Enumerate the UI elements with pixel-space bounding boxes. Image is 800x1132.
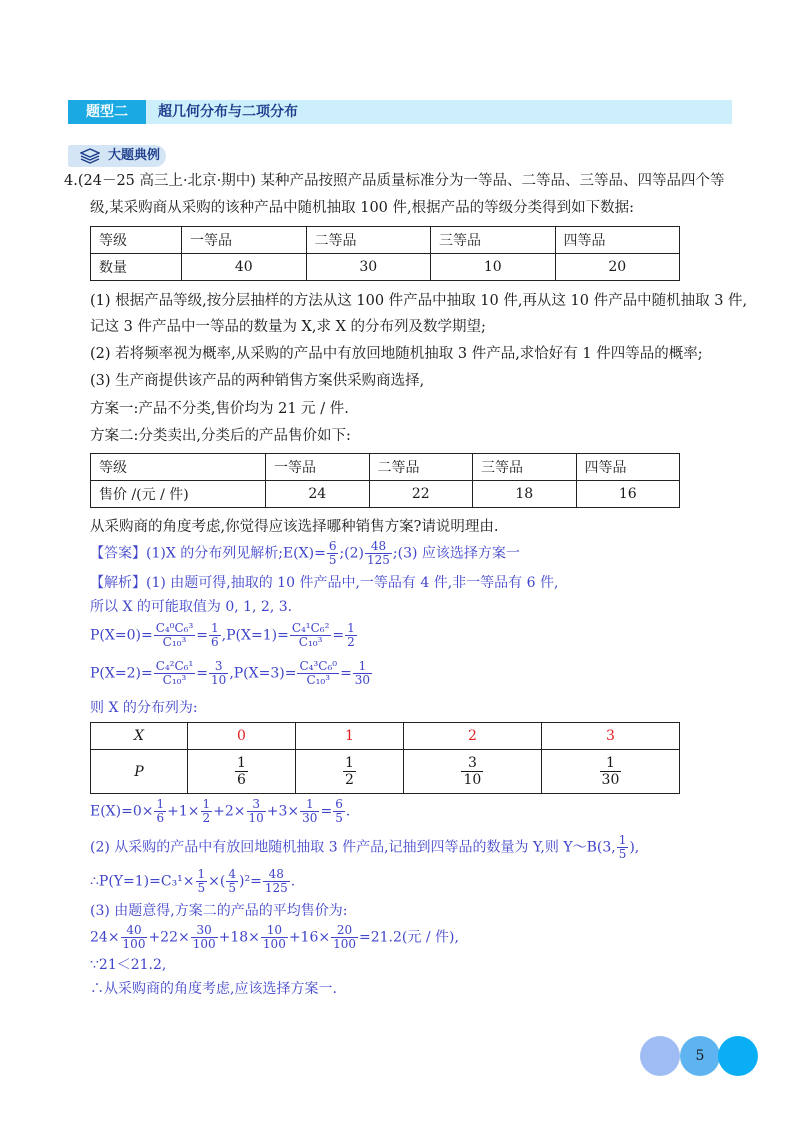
table-cell: 二等品 xyxy=(369,454,473,481)
analysis-line-2: 所以 X 的可能取值为 0, 1, 2, 3. xyxy=(90,599,293,615)
q2-analysis-line: (2) 从采购的产品中有放回地随机抽取 3 件产品,记抽到四等品的数量为 Y,则 Y～B(3, $\frac{1}{5}$ ), xyxy=(90,833,640,861)
plan-1: 方案一:产品不分类,售价均为 21 元 / 件. xyxy=(90,401,349,417)
conclusion-line: ∴从采购商的角度考虑,应该选择方案一. xyxy=(90,981,337,997)
section-tag: 题型二 xyxy=(68,100,146,124)
table-cell: X xyxy=(91,723,188,750)
because-line: ∵21＜21.2, xyxy=(90,957,167,973)
table-row xyxy=(91,723,680,750)
table-cell: 三等品 xyxy=(473,454,577,481)
problem-line-2: 级,某采购商从采购的该种产品中随机抽取 100 件,根据产品的等级分类得到如下数据: xyxy=(90,200,634,216)
table-cell: 10 xyxy=(431,254,556,281)
question-3: (3) 生产商提供该产品的两种销售方案供采购商选择, xyxy=(90,373,425,389)
distribution-table xyxy=(90,722,680,794)
table-cell: 一等品 xyxy=(182,227,307,254)
table-cell: 3 xyxy=(541,723,679,750)
q3-analysis-line: (3) 由题意得,方案二的产品的平均售价为: xyxy=(90,903,348,919)
table-cell: 售价 /(元 / 件) xyxy=(91,481,266,508)
fraction: $\frac{6}{5}$ xyxy=(328,539,337,567)
problem-line-1: 4.(24－25 高三上·北京·期中) 某种产品按照产品质量标准分为一等品、二等品、三等品、四等品四个等 xyxy=(64,173,725,189)
price-table xyxy=(90,453,680,508)
question-2: (2) 若将频率视为概率,从采购的产品中有放回地随机抽取 3 件产品,求恰好有 1 件四等品的概率; xyxy=(90,346,703,362)
table-row xyxy=(91,750,680,794)
table-row xyxy=(91,454,680,481)
quantity-table xyxy=(90,226,680,281)
py-line: ∴P(Y=1)=C₃¹× $\frac{1}{5}$ ×( $\frac{4}{5}$ )²= $\frac{48}{125}$ . xyxy=(90,867,296,895)
page-number-circle xyxy=(680,1036,720,1076)
plan-2: 方案二:分类卖出,分类后的产品售价如下: xyxy=(90,428,351,444)
page-number: 5 xyxy=(695,1048,705,1064)
prob-line-1: P(X=0)= $\frac{\text{C₄⁰C₆³}}{\text{C₁₀³}}$ = $\frac{1}{6}$ ,P(X=1)= $\frac{\text{C₄¹C₆²}}{\text{C₁₀³}}$ = $\frac{1}{2}$ xyxy=(90,621,355,649)
dist-intro: 则 X 的分布列为: xyxy=(90,700,198,716)
table-cell: 数量 xyxy=(91,254,182,281)
analysis-label: 【解析】 xyxy=(90,575,146,591)
table-cell: $\frac{1}{6}$ xyxy=(188,750,296,794)
table-cell: 24 xyxy=(266,481,370,508)
layers-icon xyxy=(80,148,100,168)
table-cell: 2 xyxy=(403,723,541,750)
average-price-line: 24× $\frac{40}{100}$ +22× $\frac{30}{100}$ +18× $\frac{10}{100}$ +16× $\frac{20}{100}$ =21.2(元 / 件), xyxy=(90,923,459,951)
table-row xyxy=(91,481,680,508)
table-cell: 16 xyxy=(576,481,680,508)
subsection-label: 大题典例 xyxy=(108,148,161,163)
subsection-tag xyxy=(68,145,166,167)
table-cell: 0 xyxy=(188,723,296,750)
answer-line: 【答案】(1)X 的分布列见解析;E(X)= $\frac{6}{5}$ ;(2) $\frac{48}{125}$ ;(3) 应该选择方案一 xyxy=(90,539,520,567)
question-1a: (1) 根据产品等级,按分层抽样的方法从这 100 件产品中抽取 10 件,再从这 10 件产品中随机抽取 3 件, xyxy=(90,293,748,309)
table-cell: $\frac{1}{30}$ xyxy=(541,750,679,794)
table-cell: 40 xyxy=(182,254,307,281)
table-cell: 四等品 xyxy=(576,454,680,481)
table-cell: 1 xyxy=(295,723,403,750)
table-cell: 三等品 xyxy=(431,227,556,254)
fraction: $\frac{48}{125}$ xyxy=(367,539,390,567)
table-cell: 等级 xyxy=(91,227,182,254)
table-cell: $\frac{1}{2}$ xyxy=(295,750,403,794)
question-ask: 从采购商的角度考虑,你觉得应该选择哪种销售方案?请说明理由. xyxy=(90,519,499,535)
question-1b: 记这 3 件产品中一等品的数量为 X,求 X 的分布列及数学期望; xyxy=(90,319,486,335)
decor-circle xyxy=(718,1036,758,1076)
table-cell: 20 xyxy=(555,254,680,281)
prob-line-2: P(X=2)= $\frac{\text{C₄²C₆¹}}{\text{C₁₀³}}$ = $\frac{3}{10}$ ,P(X=3)= $\frac{\text{C₄³C₆⁰}}{\text{C₁₀³}}$ = $\frac{1}{30}$ xyxy=(90,659,371,687)
table-cell: 22 xyxy=(369,481,473,508)
table-cell: 一等品 xyxy=(266,454,370,481)
answer-label: 【答案】 xyxy=(90,545,146,562)
analysis-line-1: 【解析】(1) 由题可得,抽取的 10 件产品中,一等品有 4 件,非一等品有 6 件, xyxy=(90,575,559,591)
table-cell: 18 xyxy=(473,481,577,508)
table-cell: 二等品 xyxy=(306,227,431,254)
table-cell: P xyxy=(91,750,188,794)
table-cell: 30 xyxy=(306,254,431,281)
table-row xyxy=(91,227,680,254)
table-cell: 四等品 xyxy=(555,227,680,254)
table-cell: 等级 xyxy=(91,454,266,481)
decor-circle xyxy=(640,1036,680,1076)
expectation-line: E(X)=0× $\frac{1}{6}$ +1× $\frac{1}{2}$ +2× $\frac{3}{10}$ +3× $\frac{1}{30}$ = $\frac{6}{5}$ . xyxy=(90,797,351,825)
table-cell: $\frac{3}{10}$ xyxy=(403,750,541,794)
table-row xyxy=(91,254,680,281)
section-title: 超几何分布与二项分布 xyxy=(158,104,298,120)
